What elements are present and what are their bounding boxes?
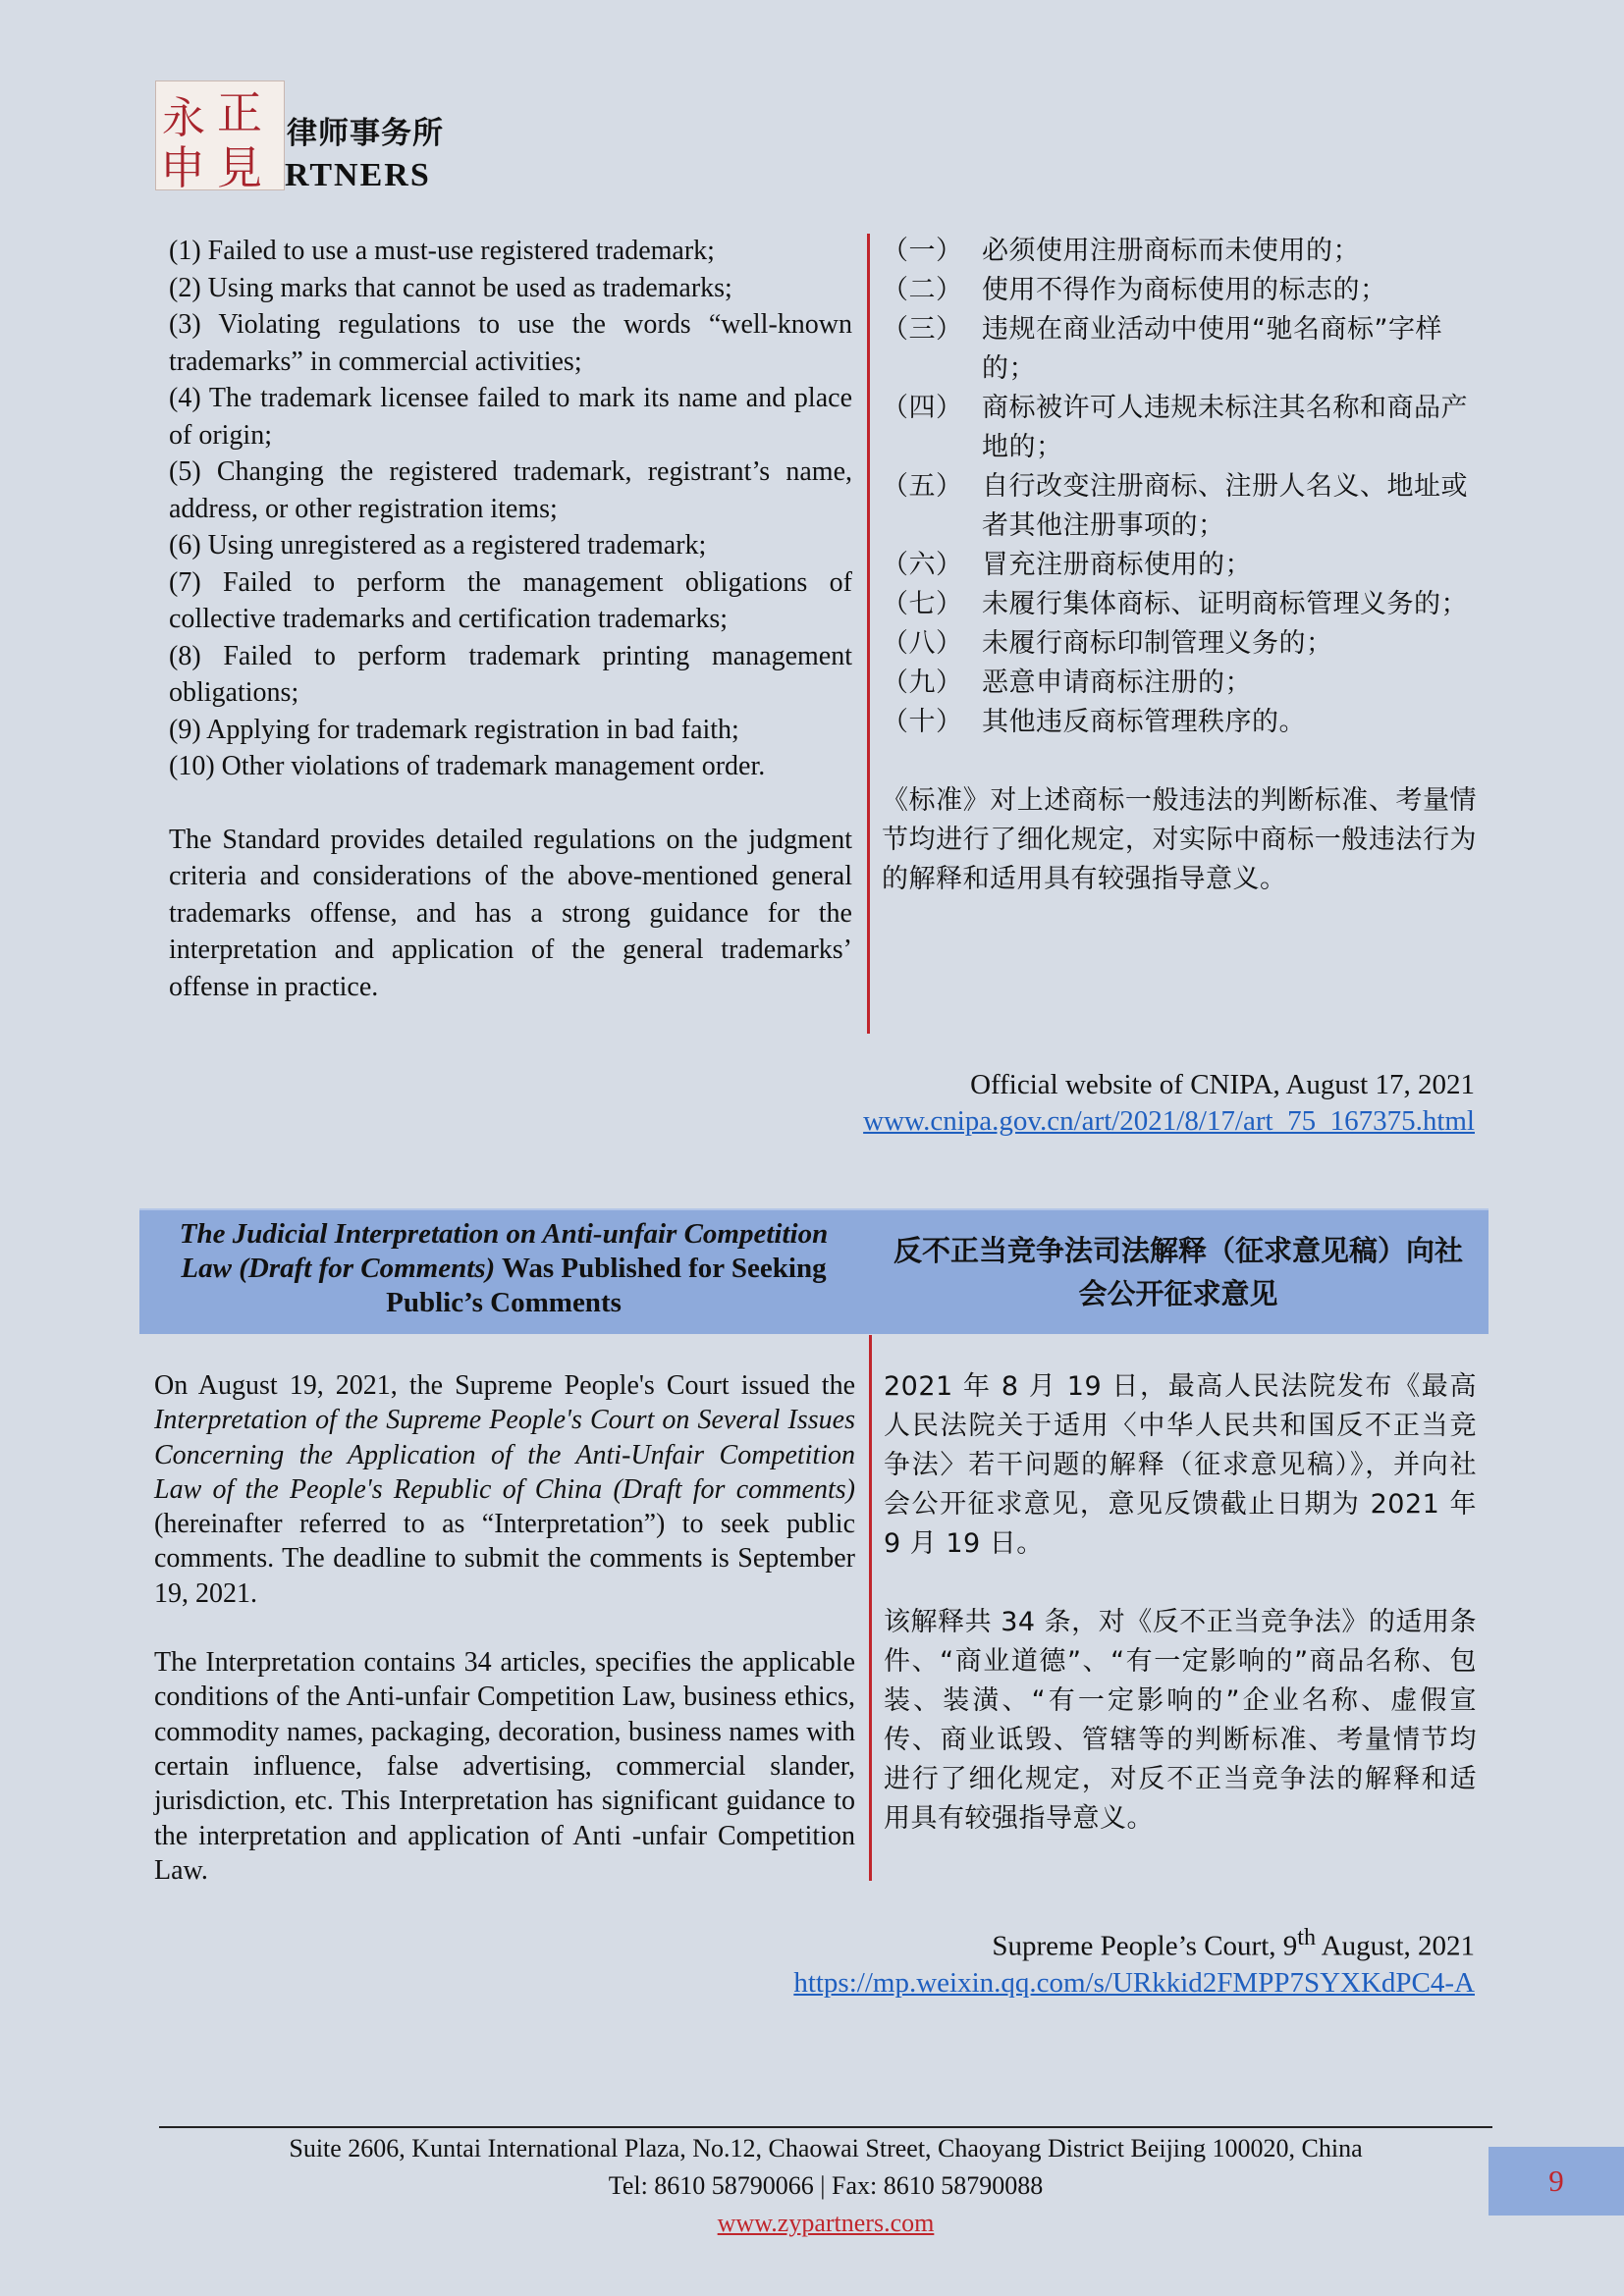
footer-address: Suite 2606, Kuntai International Plaza, No.12, Chaowai Street, Chaoyang District Beijing 100020, China: [289, 2134, 1363, 2163]
cn-list-item: [882, 703, 1477, 742]
en-list-item: (6) Using unregistered as a registered trademark;: [169, 530, 707, 561]
column-divider-2: [869, 1335, 872, 1881]
en-list: [169, 233, 852, 785]
source-text-2: Supreme People’s Court, 9th August, 2021: [992, 1924, 1475, 1962]
footer-rule: [159, 2126, 1492, 2128]
footer-website-link[interactable]: www.zypartners.com: [717, 2209, 935, 2237]
source-text: Official website of CNIPA, August 17, 2021: [970, 1069, 1475, 1100]
cn-list-number: （一）: [882, 236, 963, 266]
firm-name-en: RTNERS: [285, 157, 431, 193]
cn-list-number: （六）: [882, 550, 963, 580]
section-title-en-italic: The Judicial Interpretation on Anti-unfair Competition Law (Draft for Comments): [179, 1218, 829, 1284]
cn-list-number: （四）: [882, 393, 963, 423]
en-list-item: (2) Using marks that cannot be used as trademarks;: [169, 272, 732, 303]
en-list-item: (1) Failed to use a must-use registered trademark;: [169, 236, 715, 266]
footer: [159, 2130, 1492, 2242]
logo-glyph-1: 永: [162, 93, 205, 143]
cn-list-item: [882, 546, 1477, 585]
cn-list-item: [882, 271, 1477, 310]
column-divider: [867, 234, 870, 1034]
cn-list-item: [882, 389, 1477, 467]
section2-cn-column: [884, 1367, 1477, 1839]
cn-list-number: （二）: [882, 275, 963, 305]
en-p1-italic: Interpretation of the Supreme People's Court on Several Issues Concerning the Application of the Anti-Unfair Competition Law of the People's Republic of China (Draft for comments): [154, 1405, 855, 1505]
cn-list-item: [882, 624, 1477, 664]
logo-glyph-4: 見: [217, 141, 262, 189]
en-p2: The Interpretation contains 34 articles, specifies the applicable conditions of the Anti-unfair Competition Law, business ethics, commodity names, packaging, decoration, business names with certain influence, false advertising, commercial slander, jurisdiction, etc. This Interpretation has significant guidance to the interpretation and application of Anti -unfair Competition Law.: [154, 1647, 855, 1886]
en-p1: On August 19, 2021, the Supreme People's Court issued the Interpretation of the Supreme People's Court on Several Issues Concerning the Application of the Anti-Unfair Competition Law of the People's Republic of China (Draft for comments) (hereinafter referred to as “Interpretation”) to seek public comments. The deadline to submit the comments is September 19, 2021.: [154, 1370, 855, 1609]
section2-en-column: [154, 1368, 855, 1888]
cn-list-text: 未履行商标印制管理义务的；: [982, 628, 1333, 659]
en-paragraph: The Standard provides detailed regulations on the judgment criteria and considerations of the above-mentioned general trademarks offense, and has a strong guidance for the interpretation and application of the general trademarks’ offense in practice.: [169, 824, 852, 1002]
cn-p2: 该解释共 34 条，对《反不正当竞争法》的适用条件、“商业道德”、“有一定影响的”商品名称、包装、装潢、“有一定影响的”企业名称、虚假宣传、商业诋毁、管辖等的判断标准、考量情节均进行了细化规定，对反不正当竞争法的解释和适用具有较强指导意义。: [884, 1607, 1477, 1834]
page-number: 9: [1489, 2147, 1624, 2216]
cn-list-text: 其他违反商标管理秩序的。: [982, 707, 1306, 737]
cn-paragraph: 《标准》对上述商标一般违法的判断标准、考量情节均进行了细化规定，对实际中商标一般违法行为的解释和适用具有较强指导意义。: [882, 785, 1477, 894]
section-title-en-rest: Was Published for Seeking Public’s Comments: [386, 1253, 827, 1318]
logo-seal-icon: [156, 81, 284, 189]
source-link[interactable]: www.cnipa.gov.cn/art/2021/8/17/art_75_167375.html: [863, 1105, 1475, 1137]
firm-logo: [155, 80, 285, 190]
en-list-item: (9) Applying for trademark registration in bad faith;: [169, 714, 739, 745]
cn-list-item: [882, 664, 1477, 703]
en-list-item: (3) Violating regulations to use the words “well-known trademarks” in commercial activities;: [169, 309, 852, 377]
cn-list-number: （十）: [882, 707, 963, 737]
source-citation-2: [793, 1919, 1475, 2002]
en-list-item: (10) Other violations of trademark management order.: [169, 751, 766, 781]
en-list-item: (4) The trademark licensee failed to mark its name and place of origin;: [169, 383, 852, 451]
cn-list-text: 必须使用注册商标而未使用的；: [982, 236, 1360, 266]
cn-list-text: 冒充注册商标使用的；: [982, 550, 1252, 580]
cn-list-text: 违规在商业活动中使用“驰名商标”字样的；: [982, 314, 1442, 384]
en-list-item: (5) Changing the registered trademark, registrant’s name, address, or other registration items;: [169, 456, 852, 524]
section1-en-column: [169, 233, 852, 1005]
logo-glyph-2: 正: [217, 86, 262, 139]
cn-list-item: [882, 310, 1477, 389]
cn-list-number: （五）: [882, 471, 963, 502]
cn-list: [882, 232, 1477, 742]
cn-list-text: 恶意申请商标注册的；: [982, 667, 1252, 698]
cn-list-number: （七）: [882, 589, 963, 619]
section1-cn-column: [882, 232, 1477, 899]
cn-list-item: [882, 232, 1477, 271]
source-link-2[interactable]: https://mp.weixin.qq.com/s/URkkid2FMPP7SYXKdPC4-A: [793, 1966, 1475, 1999]
en-list-item: (7) Failed to perform the management obligations of collective trademarks and certification trademarks;: [169, 566, 852, 634]
logo-glyph-3: 申: [160, 141, 205, 189]
cn-list-item: [882, 585, 1477, 624]
firm-name-cn: 律师事务所: [287, 116, 444, 151]
section-title-cn: 反不正当竞争法司法解释（征求意见稿）向社会公开征求意见: [893, 1234, 1463, 1310]
cn-list-text: 商标被许可人违规未标注其名称和商品产地的；: [982, 393, 1468, 462]
cn-list-number: （八）: [882, 628, 963, 659]
cn-list-item: [882, 467, 1477, 546]
cn-list-text: 自行改变注册商标、注册人名义、地址或者其他注册事项的；: [982, 471, 1468, 541]
source-citation-1: [863, 1067, 1475, 1140]
cn-list-text: 未履行集体商标、证明商标管理义务的；: [982, 589, 1468, 619]
cn-p1: 2021 年 8 月 19 日，最高人民法院发布《最高人民法院关于适用〈中华人民共和国反不正当竞争法〉若干问题的解释（征求意见稿）》，并向社会公开征求意见，意见反馈截止日期为 2021 年 9 月 19 日。: [884, 1371, 1477, 1559]
cn-list-text: 使用不得作为商标使用的标志的；: [982, 275, 1387, 305]
cn-list-number: （三）: [882, 314, 963, 345]
section-title-en: [155, 1217, 852, 1320]
cn-list-number: （九）: [882, 667, 963, 698]
footer-contact: Tel: 8610 58790066 | Fax: 8610 58790088: [608, 2171, 1044, 2200]
en-list-item: (8) Failed to perform trademark printing management obligations;: [169, 640, 852, 708]
